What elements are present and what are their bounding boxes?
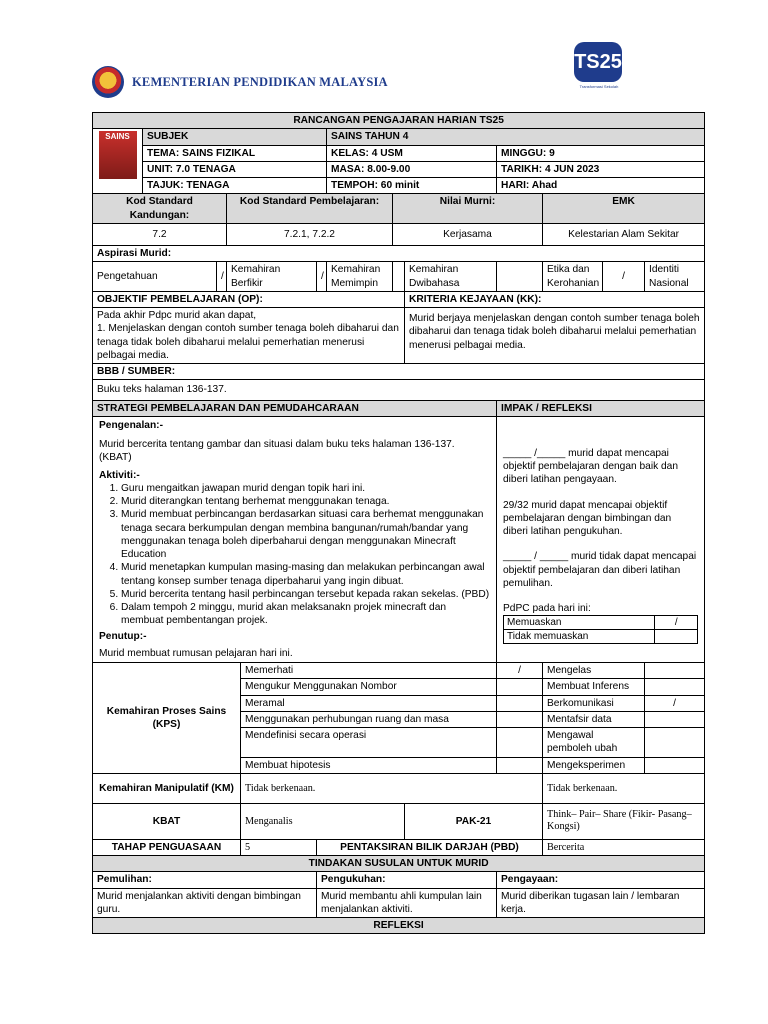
government-crest-icon [92, 66, 124, 98]
aktiviti-item: 1. Guru mengaitkan jawapan murid dengan topik hari ini. [121, 482, 490, 495]
pengenalan-text: Murid bercerita tentang gambar dan situasi dalam buku teks halaman 136-137. (KBAT) [99, 439, 455, 464]
objektif-label: OBJEKTIF PEMBELAJARAN (OP): [93, 291, 405, 307]
aspirasi-item: Pengetahuan [93, 262, 217, 292]
objektif-line: 1. Menjelaskan dengan contoh sumber tenaga boleh dibaharui dan tenaga tidak boleh dibaharui melalui pemerhatian menerusi pelbagai media. [97, 323, 399, 361]
aktiviti-list [99, 482, 490, 628]
aspirasi-mark: / [217, 262, 227, 292]
kps-left-item: Mendefinisi secara operasi [241, 728, 497, 758]
kps-left-item: Meramal [241, 695, 497, 711]
kps-right-mark [645, 757, 705, 773]
kps-right-mark: / [645, 695, 705, 711]
kps-left-mark: / [497, 663, 543, 679]
objektif-line: Pada akhir Pdpc murid akan dapat, [97, 310, 257, 321]
unit: UNIT: 7.0 TENAGA [143, 161, 327, 177]
pdpc-table [503, 615, 698, 644]
tema: TEMA: SAINS FIZIKAL [143, 145, 327, 161]
standard-kandungan-label: Kod Standard Kandungan: [93, 194, 227, 224]
page-header [92, 66, 388, 98]
kps-right-mark [645, 728, 705, 758]
kelas: KELAS: 4 USM [327, 145, 497, 161]
subjek-label: SUBJEK [143, 129, 327, 145]
km-label: Kemahiran Manipulatif (KM) [93, 773, 241, 803]
kbat-value: Menganalis [241, 803, 405, 839]
pemulihan-value: Murid menjalankan aktiviti dengan bimbingan guru. [93, 888, 317, 918]
impak-pemulihan: _____ / _____ murid tidak dapat mencapai objektif pembelajaran dan diberi latihan pemulihan. [503, 551, 697, 589]
impak-pengukuhan: 29/32 murid dapat mencapai objektif pembelajaran dengan bimbingan dan diberi latihan pengukuhan. [503, 499, 672, 537]
tarikh: TARIKH: 4 JUN 2023 [497, 161, 705, 177]
impak-pdpc-label: PdPC pada hari ini: [503, 603, 591, 614]
aspirasi-mark: / [317, 262, 327, 292]
penutup-text: Murid membuat rumusan pelajaran hari ini. [99, 647, 293, 659]
impak-pengayaan: _____ /_____ murid dapat mencapai objektif pembelajaran dengan baik dan diberi latihan pengayaan. [503, 447, 679, 486]
book-cover-image: SAINS [99, 131, 137, 179]
aspirasi-mark [497, 262, 543, 292]
aktiviti-label: Aktiviti:- [99, 469, 140, 481]
kps-left-mark [497, 757, 543, 773]
penutup-label: Penutup:- [99, 630, 147, 642]
impak-label: IMPAK / REFLEKSI [497, 400, 705, 416]
tahap-value: 5 [241, 839, 317, 855]
nilai-murni-value: Kerjasama [393, 223, 543, 245]
tajuk: TAJUK: TENAGA [143, 178, 327, 194]
document-title: RANCANGAN PENGAJARAN HARIAN TS25 [93, 113, 705, 129]
kps-right-item: Mengawal pemboleh ubah [543, 728, 645, 758]
standard-kandungan-value: 7.2 [93, 223, 227, 245]
objektif-content [93, 308, 405, 364]
pengenalan-label: Pengenalan:- [99, 419, 163, 431]
masa: MASA: 8.00-9.00 [327, 161, 497, 177]
aktiviti-item: 6. Dalam tempoh 2 minggu, murid akan melaksanakn projek minecraft dan membuat pembentangan projek. [121, 601, 490, 628]
kps-right-mark [645, 679, 705, 695]
aspirasi-item: Identiti Nasional [645, 262, 705, 292]
kps-left-mark [497, 728, 543, 758]
aktiviti-item: 3. Murid membuat perbincangan berdasarkan situasi cara berhemat menggunakan tenaga secara berkumpulan dengan membina bangunan/rumah/bandar yang menggunakan tenaga boleh diperbaharui dengan menggunakan Minecraft Education [121, 508, 490, 561]
aktiviti-item: 5. Murid bercerita tentang hasil perbincangan tersebut kepada rakan sekelas. (PBD) [121, 588, 490, 601]
susulan-label: TINDAKAN SUSULAN UNTUK MURID [93, 856, 705, 872]
kriteria-content: Murid berjaya menjelaskan dengan contoh sumber tenaga boleh dibaharui dan tenaga tidak boleh dibaharui melalui pemerhatian menerusi pelbagai media. [405, 308, 705, 364]
lesson-plan-table [92, 112, 705, 934]
kbat-label: KBAT [93, 803, 241, 839]
pengukuhan-value: Murid membantu ahli kumpulan lain menjalankan aktiviti. [317, 888, 497, 918]
kriteria-label: KRITERIA KEJAYAAN (KK): [405, 291, 705, 307]
pemulihan-label: Pemulihan: [93, 872, 317, 888]
kps-left-mark [497, 679, 543, 695]
memuaskan-mark: / [655, 616, 698, 630]
book-cover-cell [93, 129, 143, 194]
pengayaan-label: Pengayaan: [497, 872, 705, 888]
tidak-memuaskan-mark [655, 630, 698, 644]
kps-left-item: Menggunakan perhubungan ruang dan masa [241, 711, 497, 727]
kps-left-item: Mengukur Menggunakan Nombor [241, 679, 497, 695]
ts25-logo: TS25 Transformasi Sekolah [574, 42, 624, 92]
subjek-value: SAINS TAHUN 4 [327, 129, 705, 145]
emk-label: EMK [543, 194, 705, 224]
impak-content [497, 416, 705, 662]
aspirasi-item: Kemahiran Dwibahasa [405, 262, 497, 292]
kps-label: Kemahiran Proses Sains (KPS) [93, 663, 241, 774]
kps-right-item: Membuat Inferens [543, 679, 645, 695]
strategi-label: STRATEGI PEMBELAJARAN DAN PEMUDAHCARAAN [93, 400, 497, 416]
standard-pembelajaran-value: 7.2.1, 7.2.2 [227, 223, 393, 245]
tempoh: TEMPOH: 60 minit [327, 178, 497, 194]
kps-right-item: Mengeksperimen [543, 757, 645, 773]
kps-right-item: Berkomunikasi [543, 695, 645, 711]
emk-value: Kelestarian Alam Sekitar [543, 223, 705, 245]
nilai-murni-label: Nilai Murni: [393, 194, 543, 224]
kps-left-item: Memerhati [241, 663, 497, 679]
aspirasi-item: Etika dan Kerohanian [543, 262, 603, 292]
refleksi-label: REFLEKSI [93, 918, 705, 934]
kps-left-mark [497, 711, 543, 727]
kps-right-item: Mentafsir data [543, 711, 645, 727]
pengukuhan-label: Pengukuhan: [317, 872, 497, 888]
aktiviti-item: 4. Murid menetapkan kumpulan masing-masing dan melakukan perbincangan awal tentang konsep sumber tenaga diperbaharui yang ingin dibuat. [121, 561, 490, 588]
aspirasi-item: Kemahiran Memimpin [327, 262, 393, 292]
pbd-value: Bercerita [543, 839, 705, 855]
km-value: Tidak berkenaan. [543, 773, 705, 803]
pengayaan-value: Murid diberikan tugasan lain / lembaran kerja. [497, 888, 705, 918]
hari: HARI: Ahad [497, 178, 705, 194]
pak21-value: Think– Pair– Share (Fikir- Pasang– Kongsi) [543, 803, 705, 839]
pbd-label: PENTAKSIRAN BILIK DARJAH (PBD) [317, 839, 543, 855]
aspirasi-label: Aspirasi Murid: [93, 246, 705, 262]
bbb-content: Buku teks halaman 136-137. [93, 380, 705, 400]
pak21-label: PAK-21 [405, 803, 543, 839]
kps-right-mark [645, 663, 705, 679]
ministry-name: KEMENTERIAN PENDIDIKAN MALAYSIA [132, 74, 388, 89]
kps-left-mark [497, 695, 543, 711]
bbb-label: BBB / SUMBER: [93, 364, 705, 380]
aspirasi-mark: / [603, 262, 645, 292]
standard-pembelajaran-label: Kod Standard Pembelajaran: [227, 194, 393, 224]
memuaskan-label: Memuaskan [504, 616, 655, 630]
aktiviti-item: 2. Murid diterangkan tentang berhemat menggunakan tenaga. [121, 495, 490, 508]
tidak-memuaskan-label: Tidak memuaskan [504, 630, 655, 644]
aspirasi-item: Kemahiran Berfikir [227, 262, 317, 292]
km-value: Tidak berkenaan. [241, 773, 543, 803]
tahap-label: TAHAP PENGUASAAN [93, 839, 241, 855]
aspirasi-mark [393, 262, 405, 292]
strategi-content [93, 416, 497, 662]
kps-right-item: Mengelas [543, 663, 645, 679]
kps-right-mark [645, 711, 705, 727]
minggu: MINGGU: 9 [497, 145, 705, 161]
kps-left-item: Membuat hipotesis [241, 757, 497, 773]
